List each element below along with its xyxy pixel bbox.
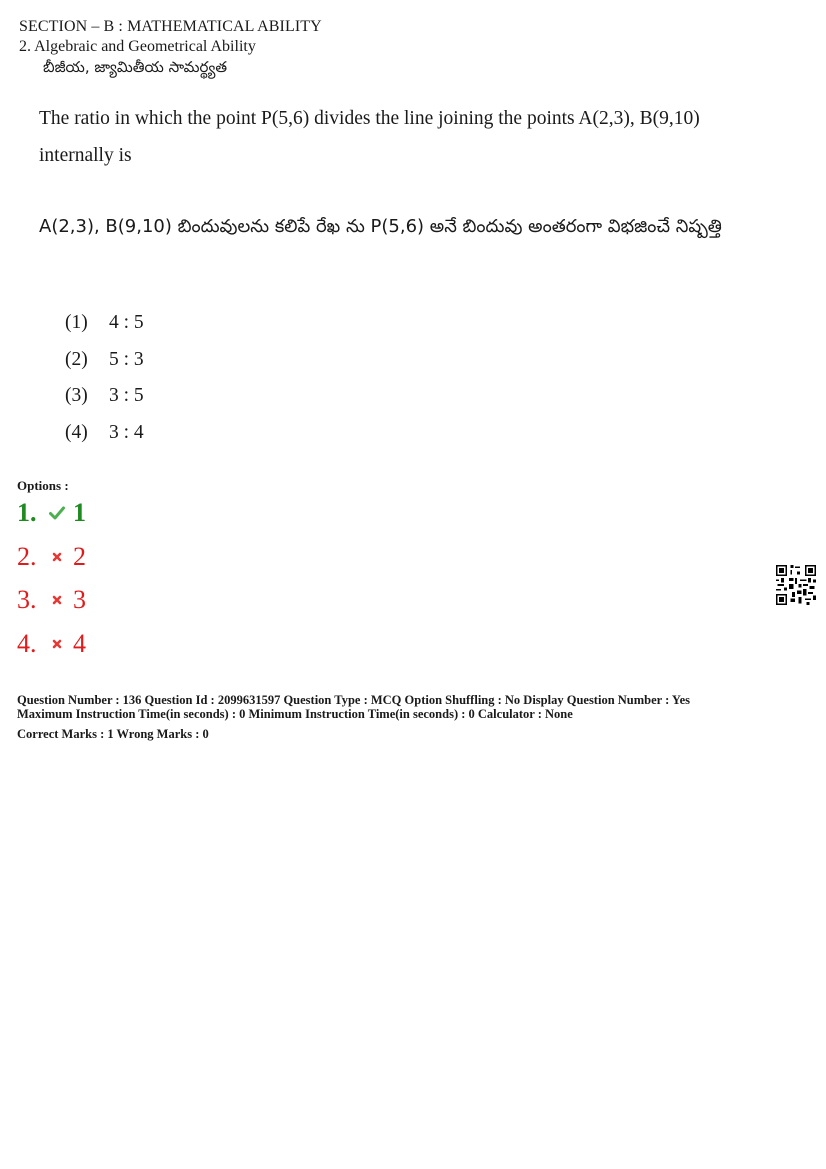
option-value: 3 <box>73 585 86 614</box>
subsection-heading <box>19 38 256 56</box>
choice-number: (3) <box>65 385 88 407</box>
option-label: 2. <box>17 542 37 571</box>
section-title: SECTION – B : MATHEMATICAL ABILITY <box>19 18 322 35</box>
subsection-number: 2. <box>19 38 31 55</box>
choice-4 <box>65 415 144 452</box>
option-label: 1. <box>17 498 37 527</box>
qr-code-icon <box>776 565 816 605</box>
options-label: Options : <box>17 478 69 493</box>
question-meta-line-2: Maximum Instruction Time(in seconds) : 0 Minimum Instruction Time(in seconds) : 0 Calculator : None <box>17 707 573 721</box>
choice-text: 3 : 4 <box>109 421 144 443</box>
choice-number: (1) <box>65 312 88 334</box>
option-value: 1 <box>73 498 86 527</box>
option-2 <box>17 542 86 572</box>
choice-text: 5 : 3 <box>109 348 144 370</box>
choice-2 <box>65 342 144 379</box>
option-label: 3. <box>17 585 37 614</box>
question-text-en: The ratio in which the point P(5,6) divides the line joining the points A(2,3), B(9,10) internally is <box>39 108 700 166</box>
option-label: 4. <box>17 629 37 658</box>
answer-choices <box>65 305 144 451</box>
choice-text: 4 : 5 <box>109 312 144 334</box>
choice-number: (2) <box>65 348 88 370</box>
question-text-te: A(2,3), B(9,10) బిందువులను కలిపే రేఖ ను P(5,6) అనే బిందువు అంతరంగా విభజించే నిష్పత్తి <box>39 216 722 237</box>
question-meta-line-1: Question Number : 136 Question Id : 2099631597 Question Type : MCQ Option Shuffling : No Display Question Number : Yes <box>17 693 690 707</box>
option-4 <box>17 629 86 659</box>
cross-icon <box>45 595 69 605</box>
option-value: 4 <box>73 629 86 658</box>
choice-text: 3 : 5 <box>109 385 144 407</box>
option-1 <box>17 498 86 528</box>
option-value: 2 <box>73 542 86 571</box>
subsection-title-te: బీజీయ, జ్యామితీయ సామర్థ్యత <box>43 58 228 76</box>
cross-icon <box>45 639 69 649</box>
choice-1 <box>65 305 144 342</box>
check-icon <box>45 506 69 520</box>
option-3 <box>17 585 86 615</box>
marks-info: Correct Marks : 1 Wrong Marks : 0 <box>17 727 209 741</box>
choice-number: (4) <box>65 421 88 443</box>
subsection-title-en: Algebraic and Geometrical Ability <box>34 38 256 55</box>
cross-icon <box>45 552 69 562</box>
choice-3 <box>65 378 144 415</box>
